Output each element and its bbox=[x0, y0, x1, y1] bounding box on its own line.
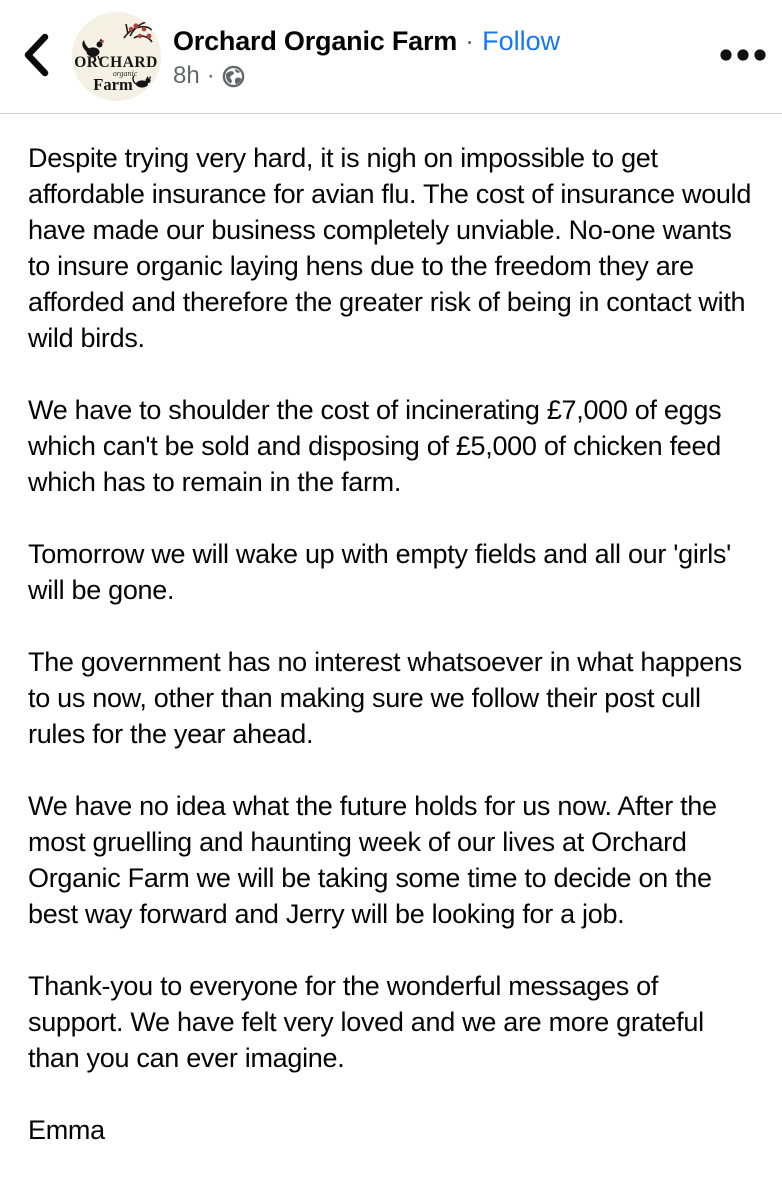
post-paragraph: Tomorrow we will wake up with empty fields and all our 'girls' will be gone. bbox=[28, 539, 731, 605]
ellipsis-icon bbox=[719, 48, 767, 65]
post-paragraph: Thank-you to everyone for the wonderful messages of support. We have felt very loved and we are more grateful than you can ever imagine. bbox=[28, 971, 704, 1073]
follow-button[interactable]: Follow bbox=[482, 25, 561, 56]
page-name[interactable]: Orchard Organic Farm bbox=[173, 25, 458, 56]
back-button[interactable] bbox=[0, 0, 72, 114]
title-row bbox=[173, 24, 560, 58]
post-paragraph: We have to shoulder the cost of incinerating £7,000 of eggs which can't be sold and disposing of £5,000 of chicken feed which has to remain in the farm. bbox=[28, 395, 722, 497]
meta-separator: · bbox=[206, 61, 215, 89]
post-paragraph: Despite trying very hard, it is nigh on impossible to get affordable insurance for avian flu. The cost of insurance would have made our business completely unviable. No-one wants to insure organic laying hens due to the freedom they are afforded and therefore the greater risk of being in contact with wild birds. bbox=[28, 143, 752, 353]
logo-word-orchard: ORCHARD bbox=[74, 54, 158, 71]
globe-icon bbox=[222, 65, 245, 88]
post-header bbox=[0, 0, 782, 114]
post-body bbox=[0, 114, 782, 1148]
farm-logo-icon bbox=[72, 12, 161, 101]
avatar[interactable] bbox=[72, 12, 161, 101]
post-paragraph: The government has no interest whatsoever in what happens to us now, other than making sure we follow their post cull rules for the year ahead. bbox=[28, 647, 742, 749]
post-paragraph: We have no idea what the future holds for us now. After the most gruelling and haunting week of our lives at Orchard Organic Farm we will be taking some time to decide on the best way forward and Jerry will be looking for a job. bbox=[28, 791, 717, 929]
header-info bbox=[173, 24, 560, 90]
post-menu-button[interactable] bbox=[704, 0, 782, 114]
post-signature: Emma bbox=[28, 1115, 105, 1145]
logo-word-farm: Farm bbox=[93, 75, 133, 94]
chevron-left-icon bbox=[21, 31, 51, 82]
logo-word-organic: organic bbox=[112, 69, 138, 78]
timestamp[interactable]: 8h bbox=[173, 61, 200, 89]
meta-row bbox=[173, 62, 560, 90]
title-separator: · bbox=[465, 25, 475, 56]
